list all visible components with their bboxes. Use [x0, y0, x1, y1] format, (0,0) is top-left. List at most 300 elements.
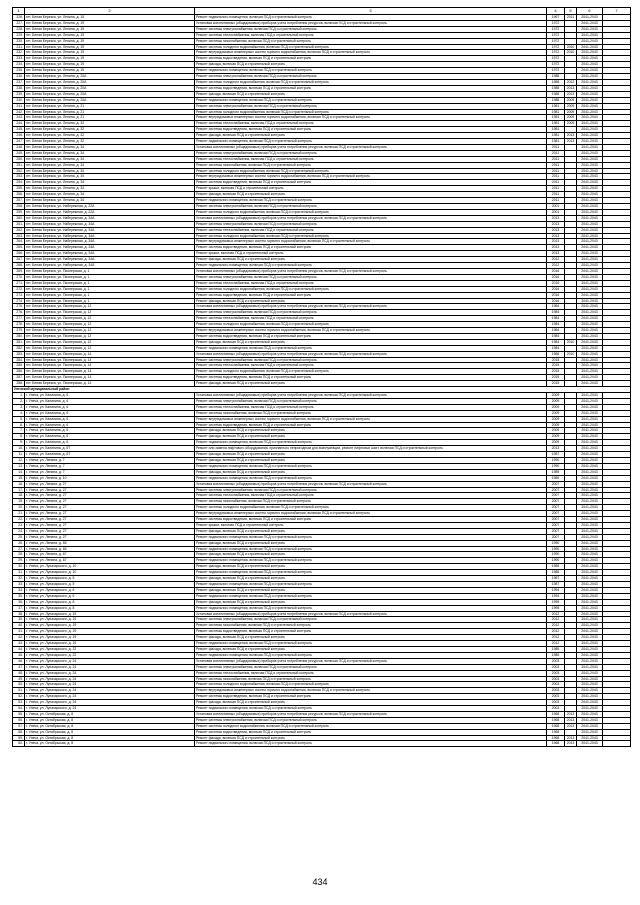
- year-built: 1968: [547, 729, 565, 735]
- work-type: Ремонт внутридомовых инженерных систем горячего водоснабжения, включая ПСД и строительный контроль: [195, 115, 547, 121]
- year-built: 2012: [547, 263, 565, 269]
- row-number: 47.: [13, 664, 25, 670]
- row-number: 284.: [13, 357, 25, 363]
- address: пгт. Белая Березка, ул. Набережная, д. 34А: [25, 227, 195, 233]
- work-type: Ремонт системы газоснабжения, включая ПСД и строительный контроль: [195, 162, 547, 168]
- work-type: Ремонт системы водоотведения, включая ПСД и строительный контроль: [195, 422, 547, 428]
- year-repair: 2013: [565, 133, 577, 139]
- work-type: Ремонт фасада, включая ПСД и строительный контроль: [195, 133, 547, 139]
- work-type: Ремонт подвального помещения, включая ПСД и строительный контроль: [195, 641, 547, 647]
- row-number: 11.: [13, 452, 25, 458]
- address: пгт. Белая Березка, ул. Ленина, д. 20А: [25, 91, 195, 97]
- year-built: 2003: [547, 682, 565, 688]
- year-built: 2003: [547, 664, 565, 670]
- year-built: 2007: [547, 493, 565, 499]
- planned-period: 2041-2043: [577, 410, 603, 416]
- table-header-row: [13, 8, 631, 15]
- table-body-belaya-berezka: [13, 15, 631, 387]
- address: г. Унеча, ул. Луначарского, д. 24: [25, 664, 195, 670]
- year-repair: 2010: [565, 44, 577, 50]
- planned-period: 2041-2043: [577, 333, 603, 339]
- address: пгт. Белая Березка, ул. Набережная, д. 34А: [25, 263, 195, 269]
- planned-period: 2041-2043: [577, 257, 603, 263]
- planned-period: 2041-2043: [577, 133, 603, 139]
- year-built: 2011: [547, 150, 565, 156]
- work-type: Ремонт системы электроснабжения, включая ПСД и строительный контроль: [195, 221, 547, 227]
- row-number: 229.: [13, 32, 25, 38]
- planned-period: 2041-2043: [577, 15, 603, 21]
- row-number: 36.: [13, 599, 25, 605]
- planned-period: 2041-2043: [577, 274, 603, 280]
- year-built: 2012: [547, 635, 565, 641]
- row-number: 1.: [13, 393, 25, 399]
- address: г. Унеча, ул. Луначарского, д. 19: [25, 617, 195, 623]
- row-number: 245.: [13, 127, 25, 133]
- year-repair: 2009: [565, 103, 577, 109]
- year-built: 2007: [547, 487, 565, 493]
- planned-period: 2041-2043: [577, 481, 603, 487]
- work-type: Ремонт фасада, включая ПСД и строительный контроль: [195, 257, 547, 263]
- planned-period: 2041-2043: [577, 221, 603, 227]
- year-built: 2012: [547, 611, 565, 617]
- row-number: 19.: [13, 499, 25, 505]
- planned-period: 2041-2043: [577, 528, 603, 534]
- year-built: 2007: [547, 534, 565, 540]
- address: пгт. Белая Березка, ул. Набережная, д. 34А: [25, 251, 195, 257]
- address: г. Унеча, ул. Луначарского, д. 19: [25, 623, 195, 629]
- planned-period: 2041-2043: [577, 192, 603, 198]
- planned-period: 2041-2043: [577, 605, 603, 611]
- year-built: 2011: [547, 174, 565, 180]
- planned-period: 2041-2043: [577, 227, 603, 233]
- year-built: 1972: [547, 38, 565, 44]
- address: г. Унеча, ул. Луначарского, д. 5: [25, 576, 195, 582]
- planned-period: 2041-2043: [577, 623, 603, 629]
- planned-period: 2041-2043: [577, 186, 603, 192]
- year-built: 1988: [547, 91, 565, 97]
- row-number: 240.: [13, 97, 25, 103]
- year-built: 1967: [547, 15, 565, 21]
- planned-period: 2041-2043: [577, 658, 603, 664]
- planned-period: 2041-2043: [577, 434, 603, 440]
- work-type: Ремонт подвального помещения, включая ПСД и строительный контроль: [195, 198, 547, 204]
- year-built: 1981: [547, 139, 565, 145]
- planned-period: 2041-2043: [577, 198, 603, 204]
- row-number: 258.: [13, 204, 25, 210]
- work-type: Ремонт подвального помещения, включая ПСД и строительный контроль: [195, 582, 547, 588]
- row-number: 13.: [13, 463, 25, 469]
- year-built: 2003: [547, 658, 565, 664]
- address: пгт. Белая Березка, ул. Пионерская, д. 1: [25, 274, 195, 280]
- planned-period: 2041-2043: [577, 139, 603, 145]
- address: пгт. Белая Березка, ул. Пионерская, д. 1: [25, 298, 195, 304]
- planned-period: 2041-2043: [577, 552, 603, 558]
- row-number: 233.: [13, 56, 25, 62]
- year-repair: 2013: [565, 741, 577, 747]
- planned-period: 2041-2043: [577, 26, 603, 32]
- work-type: Ремонт внутридомовых инженерных систем горячего водоснабжения, включая ПСД и строительный контроль: [195, 416, 547, 422]
- row-number: 41.: [13, 629, 25, 635]
- planned-period: 2041-2043: [577, 263, 603, 269]
- planned-period: 2041-2043: [577, 62, 603, 68]
- year-built: 2001: [547, 204, 565, 210]
- row-number: 280.: [13, 333, 25, 339]
- work-type: Установка коллективных (общедомовых) приборов учета потребления ресурсов, включая ПСД и строительный контроль: [195, 20, 547, 26]
- planned-period: 2041-2043: [577, 286, 603, 292]
- row-number: 14.: [13, 469, 25, 475]
- work-type: Ремонт подвального помещения, включая ПСД и строительный контроль: [195, 570, 547, 576]
- planned-period: 2041-2043: [577, 398, 603, 404]
- address: пгт. Белая Березка, ул. Пионерская, д. 12: [25, 310, 195, 316]
- work-type: Ремонт системы теплоснабжения, включая ПСД и строительный контроль: [195, 227, 547, 233]
- year-built: 1995: [547, 605, 565, 611]
- planned-period: 2041-2043: [577, 629, 603, 635]
- work-type: Ремонт подвального помещения, включая ПСД и строительный контроль: [195, 463, 547, 469]
- year-built: 1985: [547, 652, 565, 658]
- work-type: Ремонт или замена лифтового оборудования, признанного непригодным для эксплуатации, ремонт лифтовых шахт, включая ПСД и строительный контроль: [195, 446, 547, 452]
- row-number: 8.: [13, 434, 25, 440]
- row-number: 277.: [13, 316, 25, 322]
- row-number: 24.: [13, 528, 25, 534]
- row-number: 250.: [13, 156, 25, 162]
- planned-period: 2041-2043: [577, 652, 603, 658]
- row-number: 23.: [13, 522, 25, 528]
- year-built: 2003: [547, 700, 565, 706]
- year-built: 2007: [547, 517, 565, 523]
- year-built: 1968: [547, 741, 565, 747]
- planned-period: 2041-2043: [577, 162, 603, 168]
- work-type: Ремонт фасада, включая ПСД и строительный контроль: [195, 428, 547, 434]
- year-built: 1981: [547, 103, 565, 109]
- row-number: 37.: [13, 605, 25, 611]
- planned-period: 2041-2043: [577, 682, 603, 688]
- year-built: 1994: [547, 587, 565, 593]
- row-number: 262.: [13, 227, 25, 233]
- planned-period: 2041-2043: [577, 711, 603, 717]
- address: пгт. Белая Березка, ул. Ленина, д. 19: [25, 26, 195, 32]
- address: пгт. Белая Березка, ул. Набережная, д. 34А: [25, 233, 195, 239]
- address: г. Унеча, ул. Ленина, д. 65: [25, 546, 195, 552]
- address: г. Унеча, ул. Луначарского, д. 19: [25, 641, 195, 647]
- address: г. Унеча, ул. Октябрьская, д. 8: [25, 723, 195, 729]
- work-type: Ремонт фасада, включая ПСД и строительный контроль: [195, 339, 547, 345]
- planned-period: 2041-2043: [577, 357, 603, 363]
- address: г. Унеча, ул. Калинина, д. 6: [25, 422, 195, 428]
- address: г. Унеча, ул. Луначарского, д. 24: [25, 700, 195, 706]
- year-repair: 2013: [565, 85, 577, 91]
- planned-period: 2041-2043: [577, 316, 603, 322]
- address: пгт. Белая Березка, ул. Набережная, д. 34А: [25, 239, 195, 245]
- address: пгт. Белая Березка, ул. Ленина, д. 20А: [25, 97, 195, 103]
- address: г. Унеча, ул. Луначарского, д. 19: [25, 629, 195, 635]
- work-type: Ремонт системы холодного водоснабжения, включая ПСД и строительный контроль: [195, 682, 547, 688]
- work-type: Ремонт системы теплоснабжения, включая ПСД и строительный контроль: [195, 316, 547, 322]
- address: пгт. Белая Березка, ул. Набережная, д. 34А: [25, 245, 195, 251]
- year-built: 1972: [547, 20, 565, 26]
- planned-period: 2041-2043: [577, 79, 603, 85]
- row-number: 231.: [13, 44, 25, 50]
- planned-period: 2041-2043: [577, 700, 603, 706]
- year-built: 2009: [547, 428, 565, 434]
- work-type: Ремонт системы электроснабжения, включая ПСД и строительный контроль: [195, 487, 547, 493]
- address: пгт. Белая Березка, ул. Пионерская, д. 14: [25, 381, 195, 387]
- address: г. Унеча, ул. Луначарского, д. 22: [25, 646, 195, 652]
- address: г. Унеча, ул. Ленина, д. 27: [25, 487, 195, 493]
- planned-period: 2041-2043: [577, 670, 603, 676]
- address: г. Унеча, ул. Луначарского, д. 24: [25, 688, 195, 694]
- year-built: 1985: [547, 564, 565, 570]
- work-type: Ремонт системы холодного водоснабжения, включая ПСД и строительный контроль: [195, 109, 547, 115]
- year-built: 1984: [547, 339, 565, 345]
- planned-period: 2041-2043: [577, 393, 603, 399]
- planned-period: 2041-2043: [577, 694, 603, 700]
- row-number: 274.: [13, 298, 25, 304]
- year-repair: 2009: [565, 97, 577, 103]
- year-built: 1984: [547, 328, 565, 334]
- address: пгт. Белая Березка, ул. Ленина, д. 34: [25, 198, 195, 204]
- work-type: Ремонт системы холодного водоснабжения, включая ПСД и строительный контроль: [195, 723, 547, 729]
- year-built: 1990: [547, 552, 565, 558]
- row-number: 27.: [13, 546, 25, 552]
- row-number: 228.: [13, 26, 25, 32]
- work-type: Ремонт внутридомовых инженерных систем горячего водоснабжения, включая ПСД и строительный контроль: [195, 328, 547, 334]
- year-built: 1986: [547, 351, 565, 357]
- row-number: 6.: [13, 422, 25, 428]
- row-number: 275.: [13, 304, 25, 310]
- address: г. Унеча, ул. Калинина, д. 6: [25, 398, 195, 404]
- planned-period: 2041-2043: [577, 570, 603, 576]
- row-number: 50.: [13, 682, 25, 688]
- address: пгт. Белая Березка, ул. Ленина, д. 21: [25, 115, 195, 121]
- row-number: 255.: [13, 186, 25, 192]
- planned-period: 2041-2043: [577, 150, 603, 156]
- address: пгт. Белая Березка, ул. Ленина, д. 19: [25, 62, 195, 68]
- row-number: 46.: [13, 658, 25, 664]
- row-number: 43.: [13, 641, 25, 647]
- year-built: 2007: [547, 511, 565, 517]
- work-type: Ремонт подвального помещения, включая ПСД и строительный контроль: [195, 593, 547, 599]
- address: г. Унеча, ул. Ленина, д. 27: [25, 528, 195, 534]
- work-type: Ремонт системы холодного водоснабжения, включая ПСД и строительный контроль: [195, 322, 547, 328]
- year-built: 1984: [547, 322, 565, 328]
- planned-period: 2041-2043: [577, 109, 603, 115]
- work-type: Ремонт системы электроснабжения, включая ПСД и строительный контроль: [195, 150, 547, 156]
- year-built: 2012: [547, 629, 565, 635]
- year-built: 1990: [547, 457, 565, 463]
- year-built: 2013: [547, 221, 565, 227]
- work-type: Ремонт системы электроснабжения, включая ПСД и строительный контроль: [195, 26, 547, 32]
- work-type: Ремонт фасада, включая ПСД и строительный контроль: [195, 599, 547, 605]
- year-repair: 2011: [565, 15, 577, 21]
- work-type: Ремонт подвального помещения, включая ПСД и строительный контроль: [195, 440, 547, 446]
- address: пгт. Белая Березка, ул. Ленина, д. 19: [25, 68, 195, 74]
- row-number: 249.: [13, 150, 25, 156]
- row-number: 40.: [13, 623, 25, 629]
- year-built: 1990: [547, 558, 565, 564]
- row-number: 48.: [13, 670, 25, 676]
- address: пгт. Белая Березка, ул. Пионерская, д. 12: [25, 328, 195, 334]
- row-number: 15.: [13, 475, 25, 481]
- year-built: 1984: [547, 345, 565, 351]
- address: г. Унеча, ул. Калинина, д. 6: [25, 393, 195, 399]
- work-type: Ремонт системы газоснабжения, включая ПСД и строительный контроль: [195, 410, 547, 416]
- row-number: 230.: [13, 38, 25, 44]
- year-built: 1981: [547, 109, 565, 115]
- planned-period: 2041-2043: [577, 20, 603, 26]
- year-built: 2013: [547, 227, 565, 233]
- planned-period: 2041-2043: [577, 251, 603, 257]
- year-built: 1981: [547, 115, 565, 121]
- year-built: 2013: [547, 446, 565, 452]
- year-built: 2011: [547, 156, 565, 162]
- row-number: 239.: [13, 91, 25, 97]
- planned-period: 2041-2043: [577, 522, 603, 528]
- planned-period: 2041-2043: [577, 209, 603, 215]
- planned-period: 2041-2043: [577, 646, 603, 652]
- planned-period: 2041-2043: [577, 127, 603, 133]
- planned-period: 2041-2043: [577, 499, 603, 505]
- work-type: Ремонт подвального помещения, включая ПСД и строительный контроль: [195, 741, 547, 747]
- address: пгт. Белая Березка, ул. Пионерская, д. 14: [25, 369, 195, 375]
- year-built: 2013: [547, 233, 565, 239]
- work-type: Ремонт подвального помещения, включая ПСД и строительный контроль: [195, 15, 547, 21]
- row-number: 241.: [13, 103, 25, 109]
- planned-period: 2041-2043: [577, 475, 603, 481]
- work-type: Ремонт системы электроснабжения, включая ПСД и строительный контроль: [195, 204, 547, 210]
- address: пгт. Белая Березка, ул. Пионерская, д. 1: [25, 280, 195, 286]
- year-built: 2003: [547, 694, 565, 700]
- row-number: 237.: [13, 79, 25, 85]
- row-number: 226.: [13, 15, 25, 21]
- address: г. Унеча, ул. Октябрьская, д. 8: [25, 729, 195, 735]
- year-built: 2009: [547, 422, 565, 428]
- year-repair: 2010: [565, 351, 577, 357]
- work-type: Ремонт системы водоотведения, включая ПСД и строительный контроль: [195, 333, 547, 339]
- address: г. Унеча, ул. Луначарского, д. 8: [25, 605, 195, 611]
- planned-period: 2041-2043: [577, 115, 603, 121]
- address: пгт. Белая Березка, ул. Ленина, д. 34: [25, 162, 195, 168]
- work-type: Ремонт системы водоотведения, включая ПСД и строительный контроль: [195, 375, 547, 381]
- planned-period: 2041-2043: [577, 505, 603, 511]
- address: пгт. Белая Березка, ул. Пионерская, д. 1: [25, 268, 195, 274]
- section-title: Унечский муниципальный район: [13, 387, 631, 393]
- planned-period: 2041-2043: [577, 517, 603, 523]
- address: пгт. Белая Березка, ул. Пионерская, д. 14: [25, 363, 195, 369]
- work-type: Ремонт системы водоотведения, включая ПСД и строительный контроль: [195, 729, 547, 735]
- year-built: 2007: [547, 481, 565, 487]
- address: г. Унеча, ул. Калинина, д. 6: [25, 410, 195, 416]
- address: г. Унеча, ул. Калинина, д. 6: [25, 434, 195, 440]
- row-number: 256.: [13, 192, 25, 198]
- year-repair: 2013: [565, 717, 577, 723]
- year-built: 1972: [547, 50, 565, 56]
- work-type: Ремонт системы водоотведения, включая ПСД и строительный контроль: [195, 127, 547, 133]
- planned-period: 2041-2043: [577, 381, 603, 387]
- planned-period: 2041-2043: [577, 204, 603, 210]
- column-header: 5: [565, 8, 577, 15]
- address: г. Унеча, ул. Ленина, д. 27: [25, 511, 195, 517]
- row-number: 234.: [13, 62, 25, 68]
- row-number: 51.: [13, 688, 25, 694]
- address: пгт. Белая Березка, ул. Ленина, д. 21: [25, 109, 195, 115]
- address: пгт. Белая Березка, ул. Ленина, д. 19: [25, 20, 195, 26]
- planned-period: 2041-2043: [577, 511, 603, 517]
- work-type: Ремонт системы холодного водоснабжения, включая ПСД и строительный контроль: [195, 233, 547, 239]
- planned-period: 2041-2043: [577, 599, 603, 605]
- planned-period: 2041-2043: [577, 416, 603, 422]
- row-number: 252.: [13, 168, 25, 174]
- row-number: 4.: [13, 410, 25, 416]
- address: пгт. Белая Березка, ул. Набережная, д. 22А: [25, 209, 195, 215]
- planned-period: 2041-2043: [577, 268, 603, 274]
- work-type: Ремонт подвального помещения, включая ПСД и строительный контроль: [195, 534, 547, 540]
- planned-period: 2041-2043: [577, 180, 603, 186]
- row-number: 55.: [13, 711, 25, 717]
- planned-period: 2041-2043: [577, 85, 603, 91]
- address: пгт. Белая Березка, ул. Ленина, д. 34: [25, 174, 195, 180]
- planned-period: 2041-2043: [577, 74, 603, 80]
- work-type: Ремонт подвального помещения, включая ПСД и строительный контроль: [195, 345, 547, 351]
- row-number: 49.: [13, 676, 25, 682]
- address: г. Унеча, ул. Ленина, д. 67: [25, 552, 195, 558]
- year-built: 2009: [547, 398, 565, 404]
- address: г. Унеча, ул. Луначарского, д. 6: [25, 593, 195, 599]
- work-type: Ремонт системы теплоснабжения, включая ПСД и строительный контроль: [195, 670, 547, 676]
- row-number: 268.: [13, 263, 25, 269]
- year-repair: 2013: [565, 711, 577, 717]
- work-type: Ремонт фасада, включая ПСД и строительный контроль: [195, 192, 547, 198]
- address: г. Унеча, ул. Луначарского, д. 5: [25, 582, 195, 588]
- address: пгт. Белая Березка, ул. Ленина, д. 34: [25, 180, 195, 186]
- work-type: Ремонт крыши, включая ПСД и строительный контроль: [195, 251, 547, 257]
- address: пгт. Белая Березка, ул. Ленина, д. 19: [25, 32, 195, 38]
- row-number: 266.: [13, 251, 25, 257]
- year-built: 2011: [547, 144, 565, 150]
- work-type: Ремонт системы холодного водоснабжения, включая ПСД и строительный контроль: [195, 209, 547, 215]
- work-type: Ремонт системы водоотведения, включая ПСД и строительный контроль: [195, 517, 547, 523]
- work-type: Ремонт внутридомовых инженерных систем горячего водоснабжения, включая ПСД и строительный контроль: [195, 50, 547, 56]
- address: г. Унеча, ул. Луначарского, д. 24: [25, 676, 195, 682]
- year-built: 1972: [547, 44, 565, 50]
- year-built: 2016: [547, 274, 565, 280]
- row-number: 271.: [13, 280, 25, 286]
- year-built: 1972: [547, 68, 565, 74]
- row-number: 260.: [13, 215, 25, 221]
- work-type: Ремонт системы электроснабжения, включая ПСД и строительный контроль: [195, 310, 547, 316]
- work-type: Ремонт системы электроснабжения, включая ПСД и строительный контроль: [195, 74, 547, 80]
- year-built: 2012: [547, 623, 565, 629]
- year-built: 2007: [547, 499, 565, 505]
- year-built: 1968: [547, 735, 565, 741]
- row-number: 272.: [13, 286, 25, 292]
- row-number: 267.: [13, 257, 25, 263]
- planned-period: 2041-2043: [577, 168, 603, 174]
- work-type: Ремонт системы водоотведения, включая ПСД и строительный контроль: [195, 180, 547, 186]
- year-built: 1989: [547, 475, 565, 481]
- planned-period: 2041-2043: [577, 280, 603, 286]
- year-repair: 2013: [565, 735, 577, 741]
- planned-period: 2041-2043: [577, 706, 603, 712]
- row-number: 273.: [13, 292, 25, 298]
- row-number: 31.: [13, 570, 25, 576]
- year-built: 1981: [547, 133, 565, 139]
- work-type: Установка коллективных (общедомовых) приборов учета потребления ресурсов, включая ПСД и строительный контроль: [195, 481, 547, 487]
- address: пгт. Белая Березка, ул. Ленина, д. 34: [25, 144, 195, 150]
- planned-period: 2041-2043: [577, 540, 603, 546]
- year-built: 1994: [547, 593, 565, 599]
- row-number: 54.: [13, 706, 25, 712]
- year-built: 1972: [547, 32, 565, 38]
